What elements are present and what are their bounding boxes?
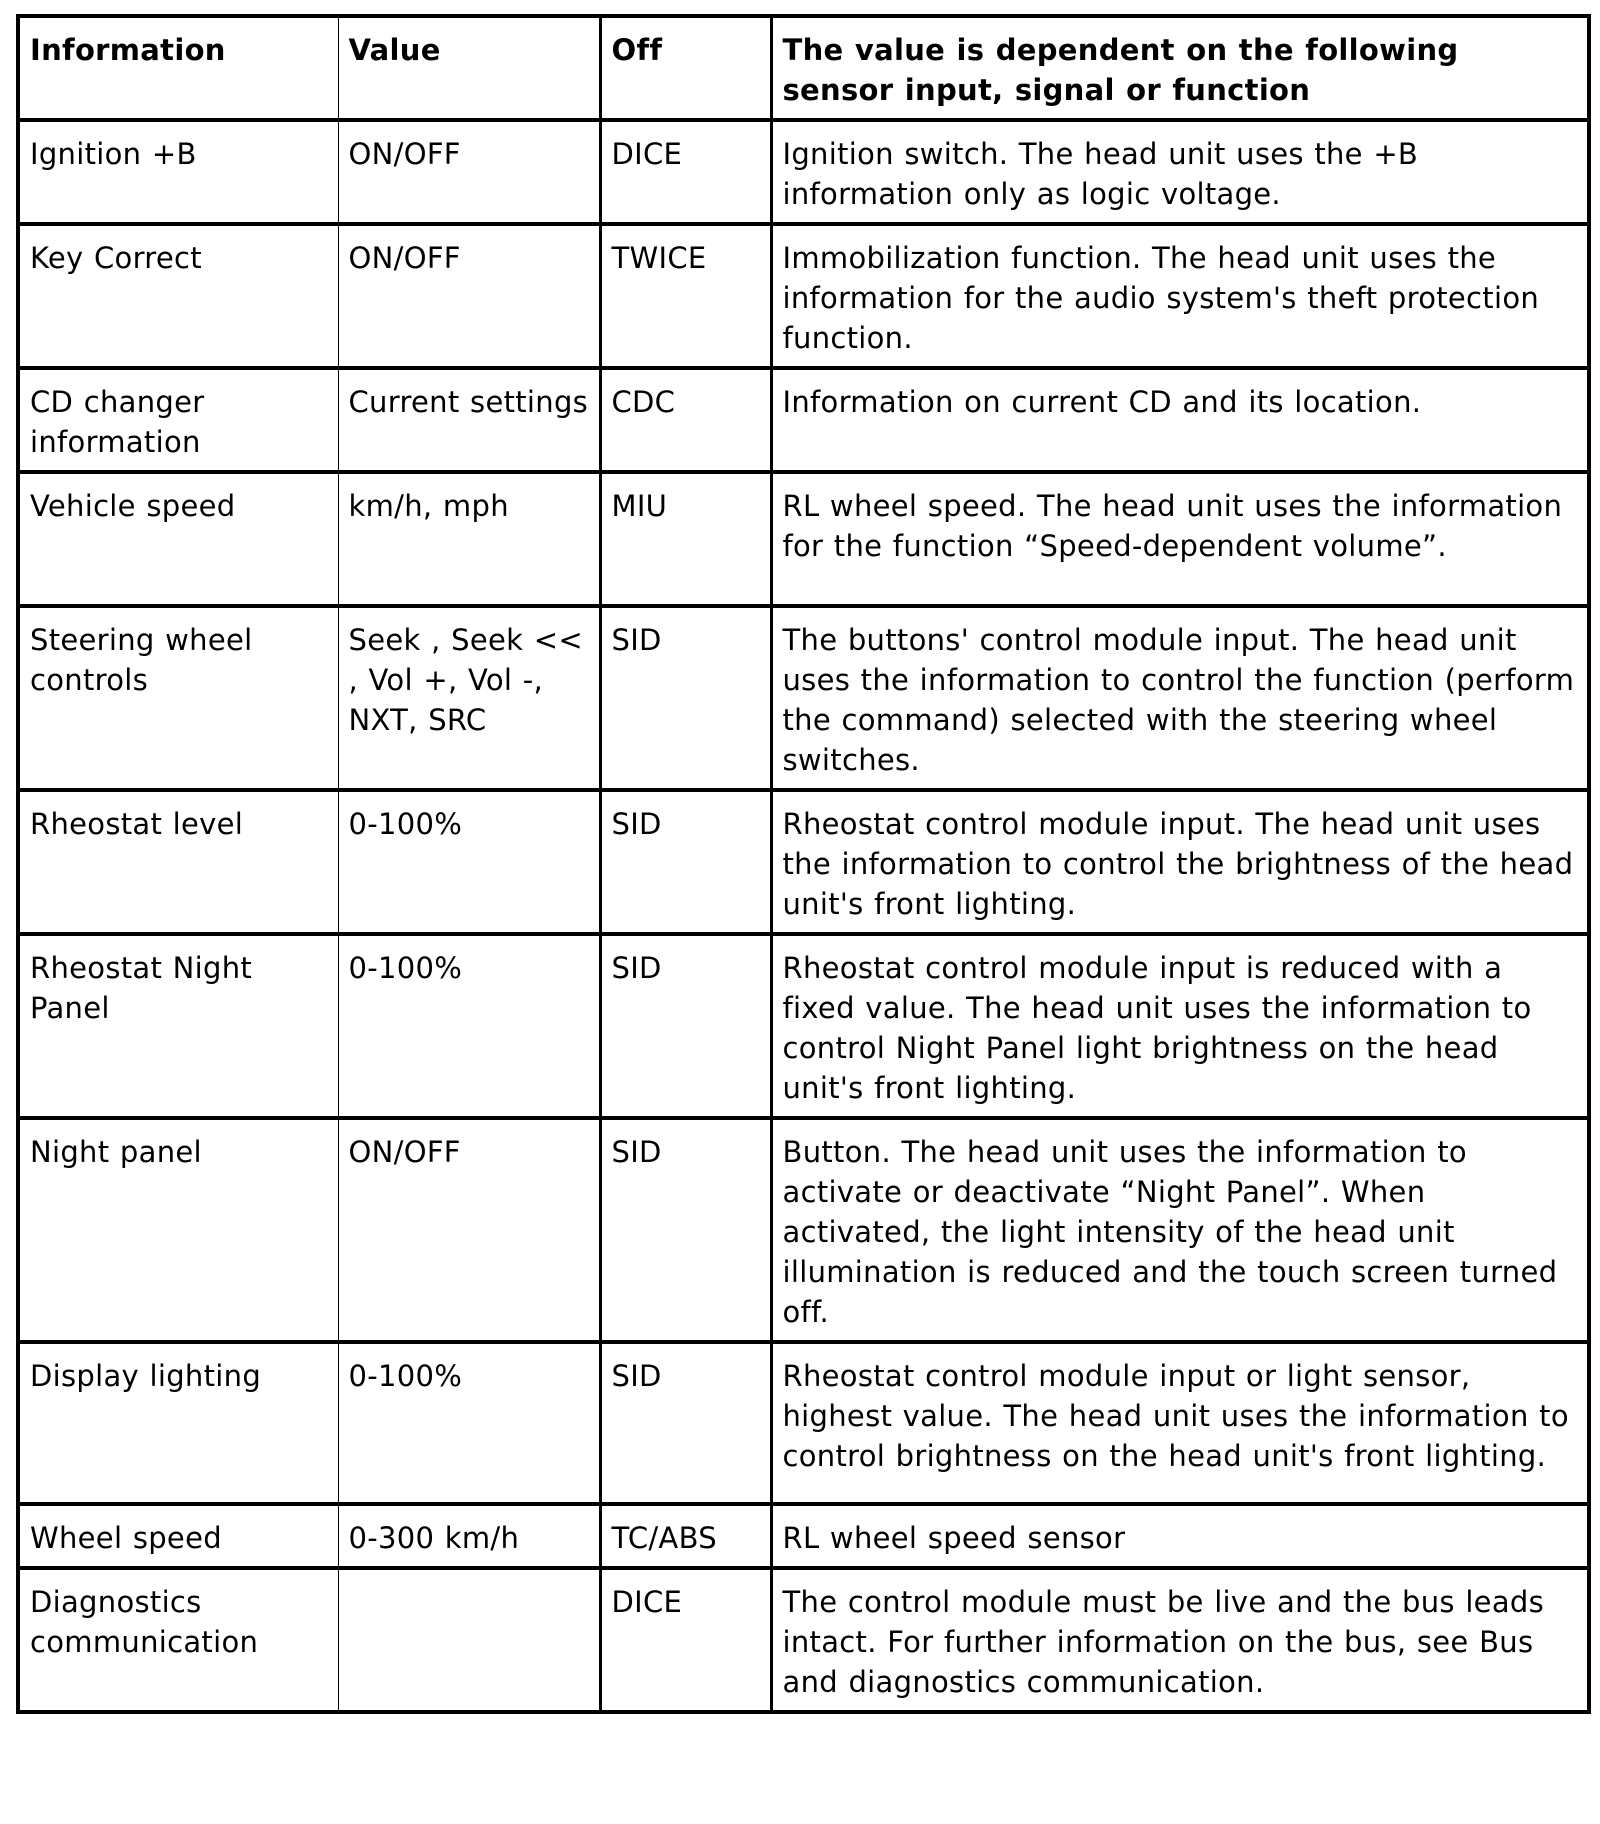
cell-dependency: Button. The head unit uses the information to activate or deactivate “Night Panel”. When activated, the light intensity of the head unit illumination is reduced and the touch screen turned off. [782,1135,1558,1329]
cell-information: CD changer information [18,368,338,472]
cell-off: SID [600,1342,771,1504]
cell-off: CDC [600,368,771,472]
cell-information: Ignition +B [18,120,338,224]
cell-information: Vehicle speed [18,472,338,606]
header-information: Information [18,16,338,120]
cell-off: SID [600,790,771,934]
cell-information: Key Correct [18,224,338,368]
table-row [18,472,1589,606]
cell-information: Night panel [18,1118,338,1342]
cell-information: Rheostat level [18,790,338,934]
cell-value: 0-300 km/h [338,1504,600,1568]
cell-dependency: The buttons' control module input. The head unit uses the information to control the function (perform the command) selected with the steering wheel switches. [782,623,1575,777]
header-value: Value [338,16,600,120]
cell-value: ON/OFF [338,1118,600,1342]
cell-value: 0-100% [338,790,600,934]
table-row [18,368,1589,472]
cell-off: MIU [600,472,771,606]
cell-information: Diagnostics communication [18,1568,338,1712]
cell-dependency: Rheostat control module input is reduced with a fixed value. The head unit uses the information to control Night Panel light brightness on the head unit's front lighting. [782,951,1532,1105]
table-row [18,1504,1589,1568]
cell-value [338,1568,600,1712]
cell-dependency: Information on current CD and its location. [782,385,1422,419]
cell-value: ON/OFF [338,120,600,224]
table-row [18,934,1589,1118]
cell-dependency: Rheostat control module input. The head unit uses the information to control the brightness of the head unit's front lighting. [782,807,1574,921]
cell-off: SID [600,1118,771,1342]
table-row [18,1118,1589,1342]
cell-off: SID [600,606,771,790]
cell-value: Seek , Seek << , Vol +, Vol -, NXT, SRC [338,606,600,790]
table-row [18,790,1589,934]
header-dependency: The value is dependent on the following sensor input, signal or function [782,33,1459,107]
cell-dependency: RL wheel speed sensor [782,1521,1126,1555]
cell-dependency: Ignition switch. The head unit uses the +B information only as logic voltage. [782,137,1419,211]
cell-value: 0-100% [338,934,600,1118]
cell-value: km/h, mph [338,472,600,606]
cell-off: SID [600,934,771,1118]
cell-dependency: Rheostat control module input or light sensor, highest value. The head unit uses the information to control brightness on the head unit's front lighting. [782,1359,1569,1473]
cell-off: TWICE [600,224,771,368]
cell-value: Current settings [338,368,600,472]
cell-value: 0-100% [338,1342,600,1504]
cell-off: DICE [600,120,771,224]
cell-off: DICE [600,1568,771,1712]
cell-information: Display lighting [18,1342,338,1504]
table-row [18,606,1589,790]
cell-off: TC/ABS [600,1504,771,1568]
cell-dependency: Immobilization function. The head unit uses the information for the audio system's theft protection function. [782,241,1540,355]
cell-information: Wheel speed [18,1504,338,1568]
cell-dependency: The control module must be live and the bus leads intact. For further information on the bus, see Bus and diagnostics communication. [782,1585,1545,1699]
signal-information-table [16,14,1591,1714]
cell-dependency: RL wheel speed. The head unit uses the information for the function “Speed-dependent volume”. [782,489,1563,563]
table-row [18,1342,1589,1504]
table-row [18,120,1589,224]
table-header-row [18,16,1589,120]
table-row [18,1568,1589,1712]
cell-information: Steering wheel controls [18,606,338,790]
table-row [18,224,1589,368]
header-off: Off [600,16,771,120]
cell-value: ON/OFF [338,224,600,368]
cell-information: Rheostat Night Panel [18,934,338,1118]
